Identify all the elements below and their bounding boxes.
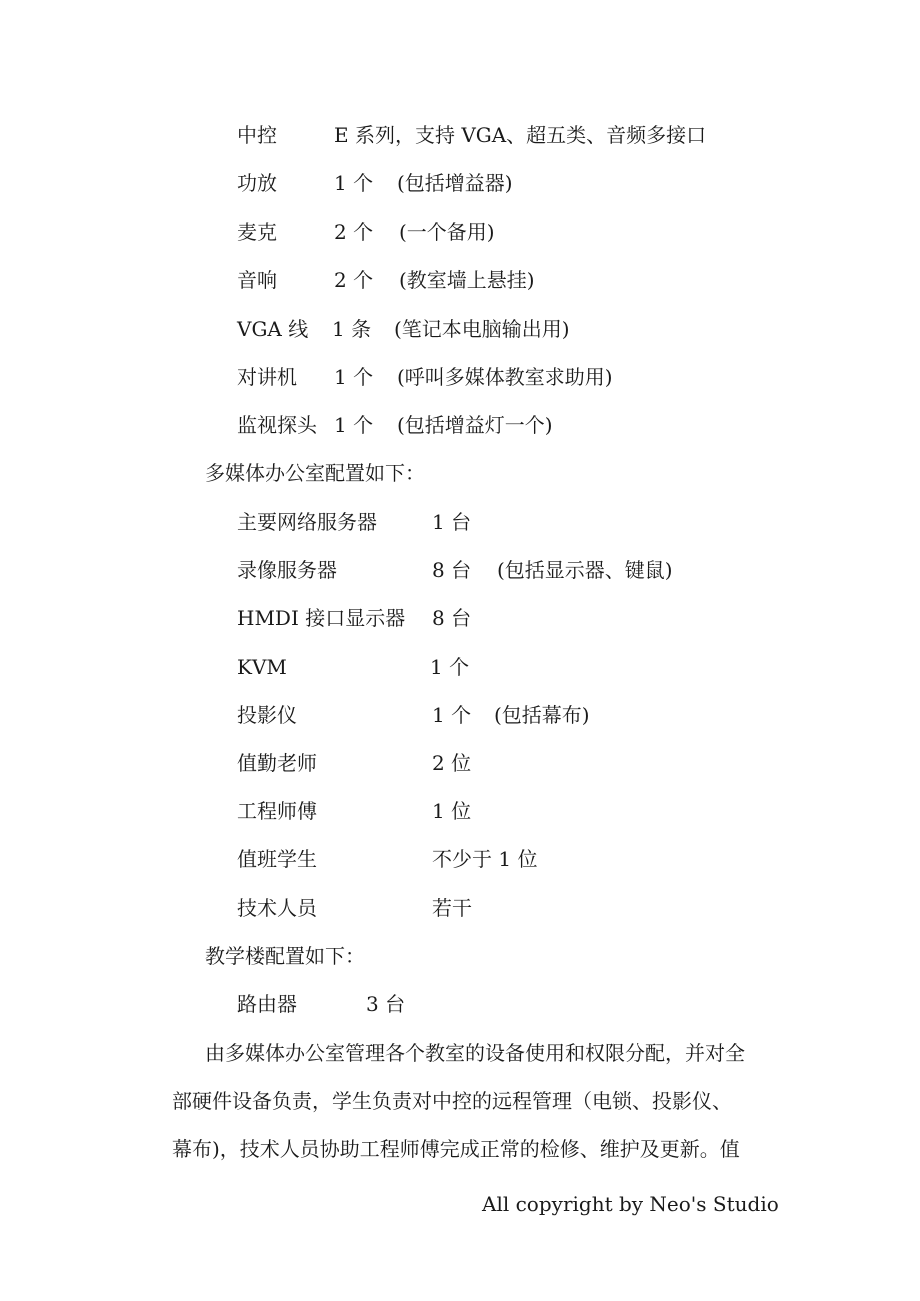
paragraph-line: 由多媒体办公室管理各个教室的设备使用和权限分配，并对全: [205, 1041, 745, 1065]
equipment-spec: 不少于 1 位: [432, 847, 538, 871]
equipment-spec: 3 台: [366, 992, 406, 1016]
equipment-spec: 8 台: [432, 606, 472, 630]
equipment-spec: 2 位: [432, 751, 472, 775]
paragraph-line: 部硬件设备负责，学生负责对中控的远程管理（电锁、投影仪、: [172, 1089, 732, 1113]
equipment-item: 音响: [237, 268, 277, 292]
equipment-note: (包括显示器、键鼠): [497, 558, 673, 582]
equipment-spec: E 系列，支持 VGA、超五类、音频多接口: [334, 123, 707, 147]
equipment-item: 值班学生: [237, 847, 317, 871]
paragraph-line: 幕布)，技术人员协助工程师傅完成正常的检修、维护及更新。值: [172, 1137, 740, 1161]
equipment-note: (呼叫多媒体教室求助用): [397, 365, 613, 389]
equipment-note: (一个备用): [399, 220, 495, 244]
equipment-item: 对讲机: [237, 365, 297, 389]
equipment-item: 麦克: [237, 220, 277, 244]
equipment-item: KVM: [237, 655, 287, 679]
equipment-spec: 1 个: [334, 413, 374, 437]
equipment-spec: 2 个: [334, 220, 374, 244]
equipment-spec: 1 个: [334, 365, 374, 389]
equipment-spec: 2 个: [334, 268, 374, 292]
equipment-item: 主要网络服务器: [237, 510, 377, 534]
equipment-spec: 1 台: [432, 510, 472, 534]
equipment-item: 录像服务器: [237, 558, 337, 582]
equipment-item: 工程师傅: [237, 799, 317, 823]
equipment-spec: 1 个: [430, 655, 470, 679]
equipment-item: 功放: [237, 171, 277, 195]
equipment-note: (笔记本电脑输出用): [394, 317, 570, 341]
equipment-spec: 1 条: [332, 317, 372, 341]
equipment-note: (包括增益器): [397, 171, 513, 195]
equipment-item: 值勤老师: [237, 751, 317, 775]
equipment-note: (教室墙上悬挂): [399, 268, 535, 292]
body-paragraph: [172, 1029, 784, 1173]
copyright-footer: All copyright by Neo's Studio: [482, 1192, 779, 1216]
equipment-item: VGA 线: [237, 317, 309, 341]
equipment-item: 投影仪: [237, 703, 297, 727]
equipment-spec: 1 个: [334, 171, 374, 195]
equipment-spec: 8 台: [432, 558, 472, 582]
equipment-item: 技术人员: [237, 896, 317, 920]
equipment-spec: 1 个: [432, 703, 472, 727]
building-heading: 教学楼配置如下：: [205, 944, 365, 968]
equipment-note: (包括幕布): [494, 703, 590, 727]
equipment-item: 路由器: [237, 992, 297, 1016]
equipment-spec: 1 位: [432, 799, 472, 823]
equipment-note: (包括增益灯一个): [397, 413, 553, 437]
equipment-item: HMDI 接口显示器: [237, 606, 406, 630]
equipment-item: 中控: [237, 123, 277, 147]
equipment-item: 监视探头: [237, 413, 317, 437]
equipment-spec: 若干: [432, 896, 472, 920]
office-heading: 多媒体办公室配置如下：: [205, 461, 425, 485]
